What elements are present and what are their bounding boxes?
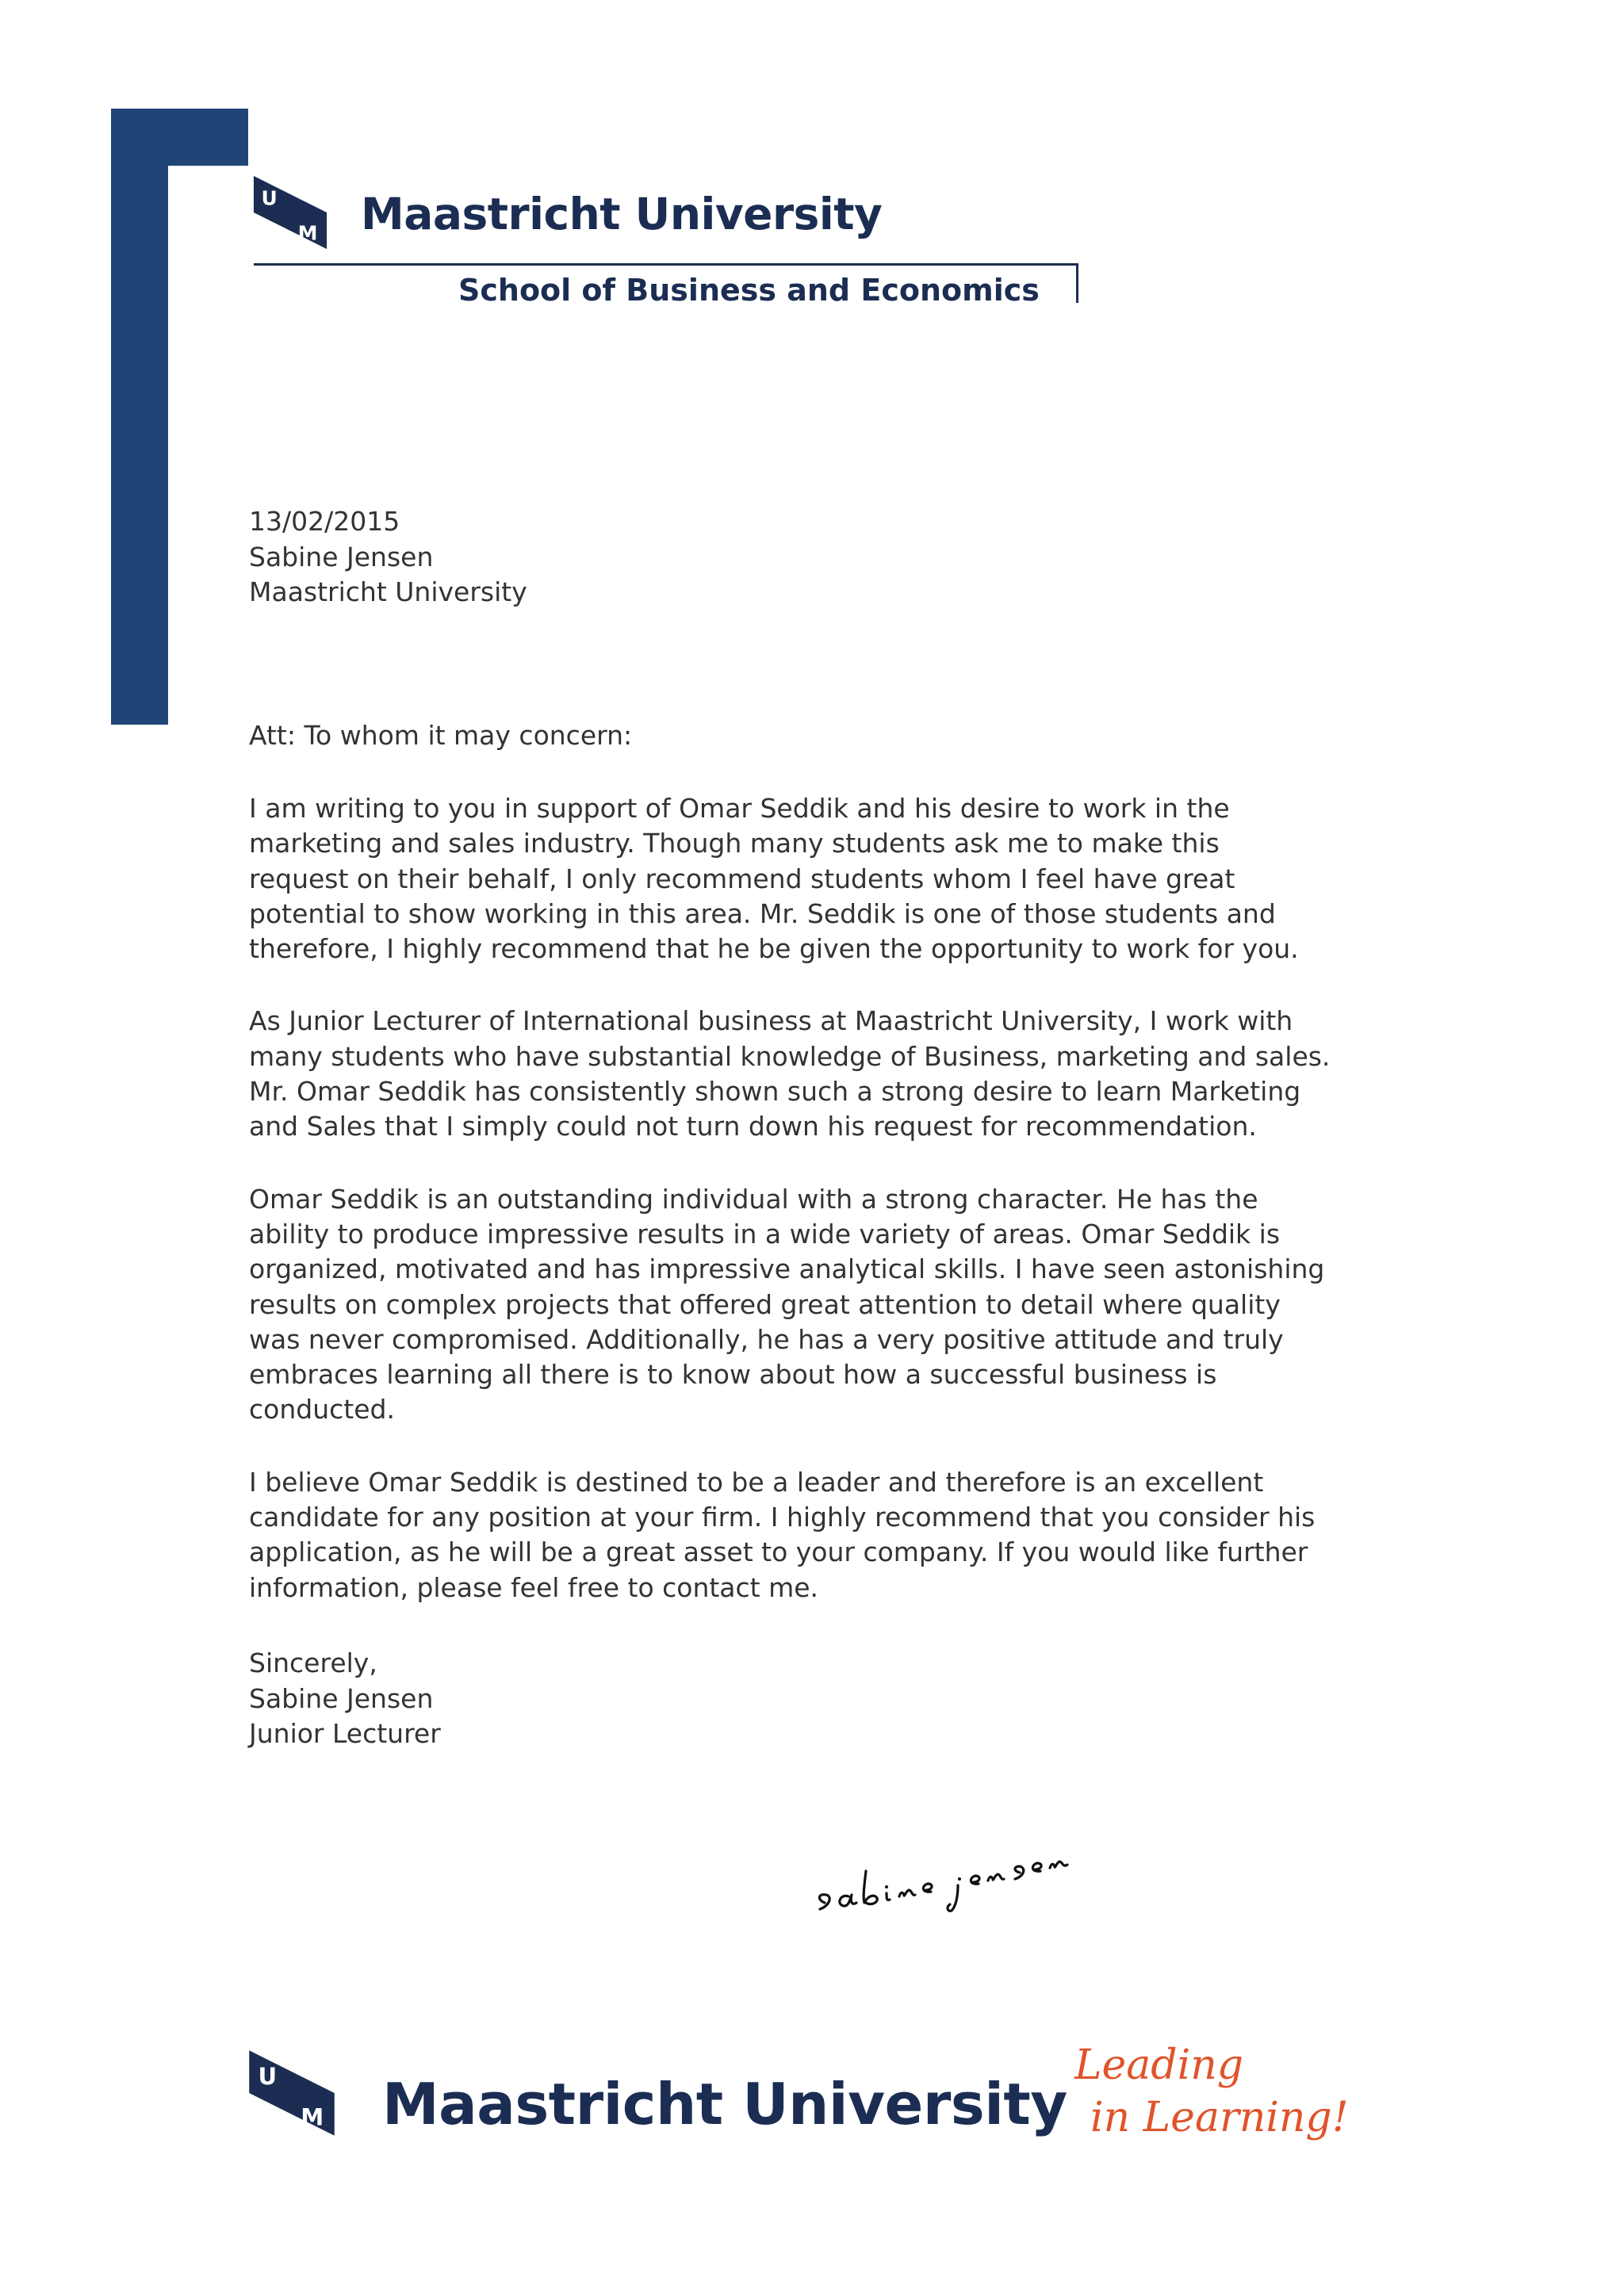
slogan-line-1: Leading (1074, 2042, 1244, 2089)
slogan-line-2: in Learning! (1090, 2094, 1349, 2141)
emblem-letter-u: U (261, 186, 278, 210)
emblem-letter-u: U (258, 2062, 278, 2090)
body-line: embraces learning all there is to know about how a successful business is (249, 1359, 1217, 1391)
header-rule-end (1076, 263, 1078, 303)
body-line: results on complex projects that offered great attention to detail where quality (249, 1288, 1281, 1320)
body-line: request on their behalf, I only recommend students whom I feel have great (249, 863, 1235, 894)
paragraph-3 (249, 1182, 1330, 1428)
body-line: information, please feel free to contact me. (249, 1571, 819, 1603)
header-logo-title: Maastricht University (361, 189, 883, 239)
sender-block (249, 504, 527, 610)
letter-date: 13/02/2015 (249, 506, 400, 537)
body-line: and Sales that I simply could not turn down his request for recommendation. (249, 1111, 1257, 1142)
sender-organization: Maastricht University (249, 576, 527, 607)
body-line: candidate for any position at your firm. I highly recommend that you consider his (249, 1502, 1316, 1533)
emblem-letter-m: M (301, 2103, 324, 2131)
footer-logo-title: Maastricht University (382, 2071, 1067, 2137)
body-line: Omar Seddik is an outstanding individual with a strong character. He has the (249, 1183, 1258, 1215)
body-line: was never compromised. Additionally, he has a very positive attitude and truly (249, 1323, 1284, 1355)
body-line: Mr. Omar Seddik has consistently shown such a strong desire to learn Marketing (249, 1076, 1301, 1108)
handwritten-signature (801, 1823, 1182, 1927)
body-line: potential to show working in this area. Mr. Seddik is one of those students and (249, 897, 1276, 929)
body-line: therefore, I highly recommend that he be given the opportunity to work for you. (249, 933, 1299, 965)
closing: Sincerely, (249, 1647, 377, 1678)
um-emblem-footer-icon (247, 2049, 336, 2137)
body-line: many students who have substantial knowledge of Business, marketing and sales. (249, 1040, 1331, 1072)
body-line: application, as he will be a great asset to your company. If you would like further (249, 1536, 1308, 1568)
body-line: marketing and sales industry. Though many students ask me to make this (249, 828, 1220, 859)
emblem-letter-m: M (297, 221, 318, 245)
paragraph-4 (249, 1465, 1330, 1605)
um-emblem-icon (252, 174, 328, 251)
body-line: I am writing to you in support of Omar Seddik and his desire to work in the (249, 793, 1230, 824)
sender-name: Sabine Jensen (249, 541, 434, 572)
slogan-leading-in-learning (1067, 2030, 1368, 2149)
paragraph-2 (249, 1004, 1330, 1144)
body-line: I believe Omar Seddik is destined to be a leader and therefore is an excellent (249, 1466, 1264, 1498)
header-school-name: School of Business and Economics (458, 273, 1040, 308)
paragraph-1 (249, 791, 1330, 966)
body-line: organized, motivated and has impressive analytical skills. I have seen astonishing (249, 1253, 1325, 1285)
signoff-name: Sabine Jensen (249, 1682, 434, 1714)
letter-body (249, 791, 1330, 1643)
body-line: conducted. (249, 1394, 395, 1425)
body-line: As Junior Lecturer of International business at Maastricht University, I work with (249, 1005, 1293, 1037)
letterhead-bracket-side (111, 109, 168, 725)
header-rule (254, 263, 1078, 266)
signoff-block (249, 1646, 441, 1752)
signoff-title: Junior Lecturer (249, 1718, 441, 1749)
body-line: ability to produce impressive results in a wide variety of areas. Omar Seddik is (249, 1218, 1281, 1249)
attention-line: Att: To whom it may concern: (249, 720, 633, 751)
